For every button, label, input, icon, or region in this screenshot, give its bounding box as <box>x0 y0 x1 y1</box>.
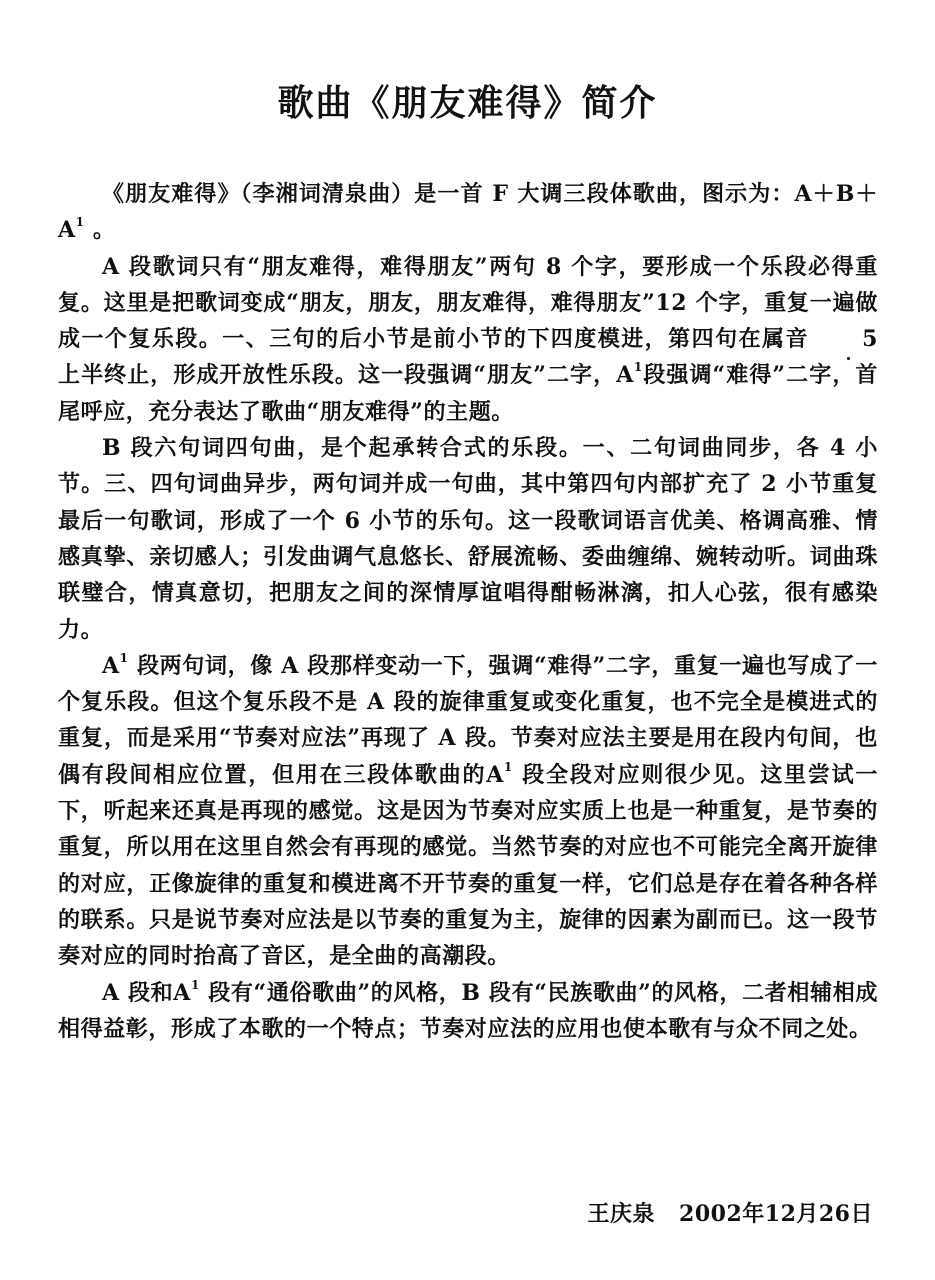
paragraph-section-a-text-2: 上半终止，形成开放性乐段。这一段强调“朋友”二字，A <box>58 362 634 389</box>
paragraph-intro-end: 。 <box>84 217 116 244</box>
dotted-note-numeral <box>818 321 878 357</box>
superscript-1: 1 <box>75 215 85 230</box>
paragraph-section-a1-prefix: A <box>102 652 120 679</box>
paragraph-conclusion-text-2: 段有“通俗歌曲”的风格，B 段有“民族歌曲”的风格，二者相辅相成相得益彰，形成了本歌的一个特点；节奏对应法的应用也使本歌有与众不同之处。 <box>58 979 878 1042</box>
author-name: 王庆泉 <box>587 1201 656 1227</box>
superscript-1: 1 <box>633 360 643 375</box>
superscript-1: 1 <box>190 977 200 992</box>
paragraph-section-a1-text-2: 段全段对应则很少见。这里尝试一下，听起来还真是再现的感觉。这是因为节奏对应实质上也是一种重复，是节奏的重复，所以用在这里自然会有再现的感觉。当然节奏的对应也不可能完全离开旋律的对应，正像旋律的重复和模进离不开节奏的重复一样，它们总是存在着各种各样的联系。只是说节奏对应法是以节奏的重复为主，旋律的因素为副而已。这一段节奏对应的同时抬高了音区，是全曲的高潮段。 <box>58 761 878 970</box>
paragraph-intro-text: 《朋友难得》（李湘词清泉曲）是一首 F 大调三段体歌曲，图示为：A＋B＋A <box>58 181 878 244</box>
signature-date: 2002年12月26日 <box>679 1201 873 1227</box>
page-title: 歌曲《朋友难得》简介 <box>277 83 658 124</box>
paragraph-section-b <box>58 430 878 648</box>
signature-line <box>588 1196 873 1232</box>
paragraph-section-a-text-1: A 段歌词只有“朋友难得，难得朋友”两句 8 个字，要形成一个乐段必得重复。这里是把歌词变成“朋友，朋友，朋友难得，难得朋友”12 个字，重复一遍做成一个复乐段。一、三句的后小节是前小节的下四度模进，第四句在属音 <box>58 253 878 353</box>
paragraph-conclusion <box>58 975 878 1048</box>
paragraph-intro <box>58 176 878 249</box>
paragraph-section-a <box>58 249 878 430</box>
article-body <box>58 176 878 1047</box>
paragraph-section-a1-text-1: 段两句词，像 A 段那样变动一下，强调“难得”二字，重复一遍也写成了一个复乐段。但这个复乐段不是 A 段的旋律重复或变化重复，也不完全是模进式的重复，而是采用“节奏对应法”再现了 A 段。节奏对应法主要是用在段内句间，也偶有段间相应位置，但用在三段体歌曲的A <box>58 652 878 788</box>
note-numeral-text: 5 <box>862 326 878 353</box>
superscript-1: 1 <box>119 650 129 665</box>
low-octave-dot <box>847 357 850 360</box>
paragraph-section-a1 <box>58 648 878 975</box>
superscript-1: 1 <box>503 759 513 774</box>
paragraph-conclusion-text-1: A 段和A <box>102 979 191 1006</box>
paragraph-section-b-text: B 段六句词四句曲，是个起承转合式的乐段。一、二句词曲同步，各 4 小节。三、四句词曲异步，两句词并成一句曲，其中第四句内部扩充了 2 小节重复最后一句歌词，形成了一个 6 小节的乐句。这一段歌词语言优美、格调高雅、情感真挚、亲切感人；引发曲调气息悠长、舒展流畅、委曲缠绵、婉转动听。词曲珠联璧合，情真意切，把朋友之间的深情厚谊唱得酣畅淋漓，扣人心弦，很有感染力。 <box>58 435 878 643</box>
paragraph-section-a-text-3: 段强调“难得”二字，首尾呼应，充分表达了歌曲“朋友难得”的主题。 <box>58 362 878 425</box>
